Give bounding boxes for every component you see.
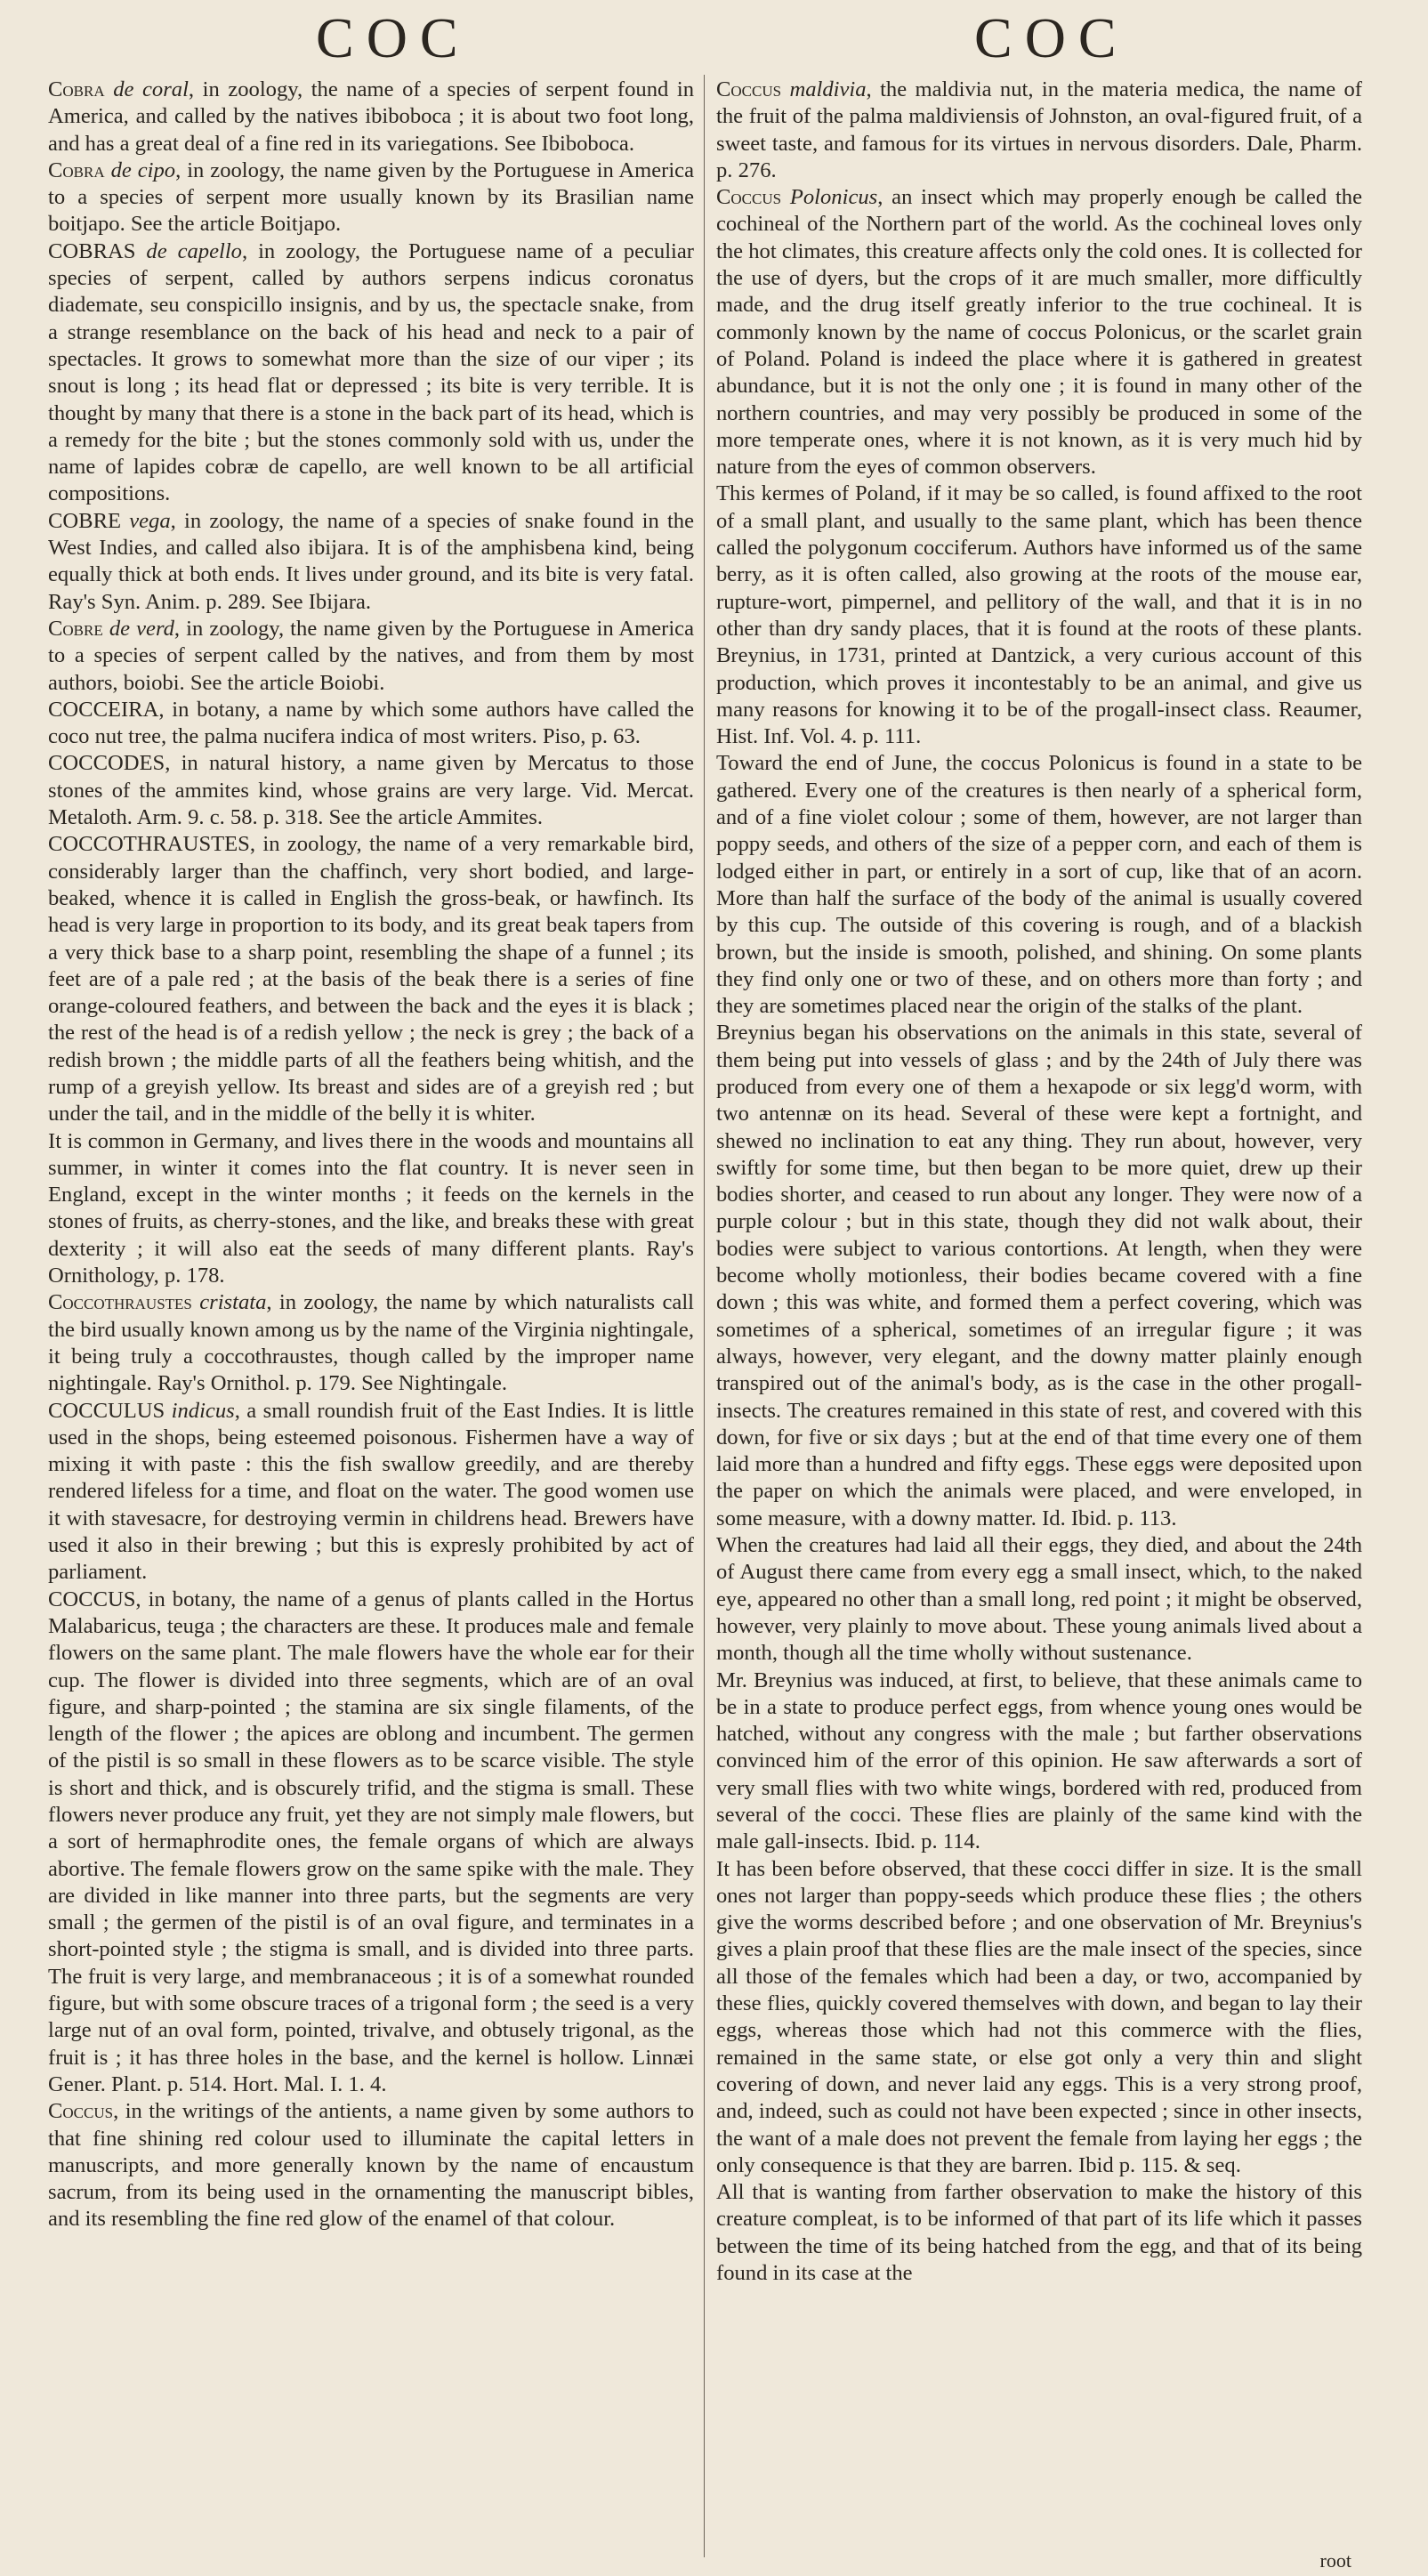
dictionary-entry: [48, 750, 694, 831]
dictionary-entry: [48, 831, 694, 1127]
entry-text: , the maldivia nut, in the materia medica, the name of the fruit of the palma maldiviensis of Johnston, an oval-figured fruit, of a sweet taste, and famous for its virtues in nervous disorders. Dale, Pharm. p. 276.: [716, 77, 1362, 182]
dictionary-entry: [48, 1398, 694, 1587]
entry-text: , in zoology, the name of a species of serpent found in America, and called by the natives ibiboboca ; it is about two foot long, and has a great deal of a fine red in its variegations. See Ibiboboca.: [48, 77, 694, 156]
catchword: root: [1319, 2549, 1351, 2572]
entry-headword: COCCULUS: [48, 1398, 165, 1423]
entry-headword: COBRAS: [48, 238, 136, 263]
entry-headword-qualifier: de capello: [135, 238, 242, 263]
entry-text: , in botany, a name by which some authors have called the coco nut tree, the palma nucifera indica of most writers. Piso, p. 63.: [48, 697, 694, 749]
entry-text: It has been before observed, that these cocci differ in size. It is the small ones not larger than poppy-seeds which produce these flies ; the others give the worms described before ; and one observation of Mr. Breynius's gives a plain proof that these flies are the male insect of the species, since all those of the females which had been a day, or two, accompanied by these flies, quickly covered themselves with down, and began to lay their eggs, whereas those which had not this commerce with the flies, remained in the same state, or else got only a very thin and slight covering of down, and never laid any eggs. This is a very strong proof, and, indeed, such as could not have been expected ; since in other insects, the want of a male does not prevent the female from laying her eggs ; the only consequence is that they are barren. Ibid p. 115. & seq.: [716, 1856, 1362, 2177]
entry-text: , in botany, the name of a genus of plants called in the Hortus Malabaricus, teuga ; the characters are these. It produces male and female flowers on the same plant. The male flowers have the whole ear for their cup. The flower is divided into three segments, which are of an oval figure, and sharp-pointed ; the stamina are six single filaments, of the length of the flower ; the apices are oblong and incumbent. The germen of the pistil is so small in these flowers as to be scarce visible. The style is short and thick, and is obscurely trifid, and the stigma is small. These flowers never produce any fruit, yet they are not simply male flowers, but a sort of hermaphrodite ones, the female organs of which are always abortive. The female flowers grow on the same spike with the male. They are divided in like manner into three parts, but the segments are very small ; the germen of the pistil is of an oval figure, and terminates in a short-pointed style ; the stigma is small, and is divided into three parts. The fruit is very large, and membranaceous ; it is of a somewhat rounded figure, but with some obscure traces of a trigonal form ; the seed is a very large nut of an oval form, pointed, trivalve, and obtusely trigonal, as the fruit is ; it has three holes in the base, and the kernel is hollow. Linnæi Gener. Plant. p. 514. Hort. Mal. I. 1. 4.: [48, 1587, 694, 2096]
dictionary-entry: [716, 2179, 1362, 2287]
entry-text: , in the writings of the antients, a name given by some authors to that fine shining red colour used to illuminate the capital letters in manuscripts, and more generally known by the name of encaustum sacrum, from its being used in the ornamenting the manuscript bibles, and its resembling the fine red glow of the enamel of that colour.: [48, 2099, 694, 2232]
dictionary-entry: [48, 157, 694, 238]
dictionary-entry: [48, 77, 694, 157]
entry-text: , in natural history, a name given by Mercatus to those stones of the ammites kind, whose grains are very large. Vid. Mercat. Metaloth. Arm. 9. c. 58. p. 318. See the article Ammites.: [48, 751, 694, 830]
dictionary-entry: [48, 1587, 694, 2099]
dictionary-entry: [48, 238, 694, 508]
dictionary-entry: [716, 750, 1362, 1020]
entry-text: , an insect which may properly enough be called the cochineal of the Northern part of the world. As the cochineal loves only the hot climates, this creature affects only the cold ones. It is collected for the use of dyers, but the crops of it are much smaller, more difficultly made, and the drug itself greatly inferior to the true cochineal. It is commonly known by the name of coccus Polonicus, or the scarlet grain of Poland. Poland is indeed the place where it is gathered in greatest abundance, but it is not the only one ; it is found in many other of the northern countries, and may very possibly be produced in some of the more temperate ones, where it is not known, as it is very much hid by nature from the eyes of common observers.: [716, 185, 1362, 480]
entry-text: , in zoology, the name given by the Portuguese in America to a species of serpent more usually known by its Brasilian name boitjapo. See the article Boitjapo.: [48, 157, 694, 237]
entry-headword: Coccus: [716, 77, 782, 101]
entry-headword-qualifier: de coral: [104, 77, 189, 101]
entry-headword-qualifier: maldivia: [781, 77, 867, 101]
entry-text: Mr. Breynius was induced, at first, to believe, that these animals came to be in a state to produce perfect eggs, from whence young ones would be hatched, without any congress with the male ; but farther observations convinced him of the error of this opinion. He saw afterwards a sort of very small flies with two white wings, bordered with red, produced from several of the cocci. These flies are plainly of the same kind with the male gall-insects. Ibid. p. 114.: [716, 1668, 1362, 1854]
column-divider: [704, 75, 705, 2557]
entry-text: All that is wanting from farther observation to make the history of this creature compleat, is to be informed of that part of its life which it passes between the time of its being hatched from the egg, and that of its being found in its case at the: [716, 2180, 1362, 2286]
entry-headword: Cobra: [48, 77, 105, 101]
dictionary-entry: [716, 1856, 1362, 2180]
entry-text: It is common in Germany, and lives there in the woods and mountains all summer, in winter it comes into the flat country. It is never seen in England, except in the winter months ; it feeds on the kernels in the stones of fruits, as cherry-stones, and the like, and breaks these with great dexterity ; it will also eat the seeds of many different plants. Ray's Ornithology, p. 178.: [48, 1128, 694, 1288]
running-head-right: COC: [974, 6, 1129, 69]
entry-headword-qualifier: Polonicus: [781, 185, 878, 210]
entry-text: Toward the end of June, the coccus Polonicus is found in a state to be gathered. Every one of the creatures is then nearly of a spherical form, and of a fine violet colour ; some of them, however, are not larger than poppy seeds, and others of the size of a pepper corn, and each of them is lodged either in part, or entirely in a sort of cup, like that of an acorn. More than half the surface of the body of the animal is usually covered by this cup. The outside of this covering is rough, and of a blackish brown, but the inside is smooth, polished, and shining. On some plants they find only one or two of these, and on others more than forty ; and they are sometimes placed near the origin of the stalks of the plant.: [716, 751, 1362, 1019]
dictionary-entry: [716, 77, 1362, 184]
dictionary-entry: [716, 1532, 1362, 1667]
dictionary-entry: [48, 2098, 694, 2233]
entry-text: , in zoology, the name given by the Portuguese in America to a species of serpent called by the natives, and from them by most authors, boiobi. See the article Boiobi.: [48, 616, 694, 695]
entry-headword-qualifier: indicus: [165, 1398, 235, 1423]
dictionary-entry: [716, 1668, 1362, 1856]
entry-headword-qualifier: de verd: [102, 616, 174, 641]
entry-headword-qualifier: cristata: [191, 1290, 267, 1315]
entry-headword: Coccus: [716, 185, 782, 210]
entry-headword: Cobra: [48, 157, 105, 182]
dictionary-entry: [48, 1128, 694, 1290]
running-head-left: COC: [316, 6, 471, 69]
entry-headword: COCCODES: [48, 751, 165, 776]
entry-headword: Coccus: [48, 2099, 114, 2124]
dictionary-entry: [48, 508, 694, 616]
entry-headword: COCCEIRA: [48, 697, 159, 722]
entry-text: , in zoology, the name of a species of snake found in the West Indies, and called also ibijara. It is of the amphisbena kind, being equally thick at both ends. It lives under ground, and its bite is very fatal. Ray's Syn. Anim. p. 289. See Ibijara.: [48, 508, 694, 614]
entry-headword: COCCUS: [48, 1587, 136, 1611]
entry-text: , in zoology, the Portuguese name of a peculiar species of serpent, called by authors serpens indicus coronatus diademate, seu conspicillo insignis, and by us, the spectacle snake, from a strange resemblance on the back of his head and neck to a pair of spectacles. It grows to somewhat more than the size of our viper ; its snout is long ; its head flat or depressed ; its bite is very terrible. It is thought by many that there is a stone in the back part of its head, which is a remedy for the bite ; but the stones commonly sold with us, under the name of lapides cobræ de capello, are well known to be all artificial compositions.: [48, 238, 694, 506]
entry-text: This kermes of Poland, if it may be so called, is found affixed to the root of a small plant, and usually to the same plant, which has been thence called the polygonum cocciferum. Authors have informed us of the same berry, as it is often called, also growing at the roots of the mouse ear, rupture-wort, pimpernel, and pellitory of the wall, and that it is in no other than dry sandy places, that it is found at the roots of these plants. Breynius, in 1731, printed at Dantzick, a very curious account of this production, which proves it incontestably to be an animal, and give us many reasons for knowing it to be of the progall-insect class. Reaumer, Hist. Inf. Vol. 4. p. 111.: [716, 481, 1362, 749]
entry-text: , in zoology, the name of a very remarkable bird, considerably larger than the chaffinch, very short bodied, and large-beaked, whence it is called in English the gross-beak, or hawfinch. Its head is very large in proportion to its body, and its great beak tapers from a very thick base to a sharp point, resembling the shape of a funnel ; its feet are of a pale red ; at the basis of the beak there is a series of fine orange-coloured feathers, and between the back and the eyes it is black ; the rest of the head is of a redish yellow ; the neck is grey ; the back of a redish brown ; the middle parts of all the feathers being whitish, and the rump of a greyish yellow. Its breast and sides are of a greyish red ; but under the tail, and in the middle of the belly it is whiter.: [48, 832, 694, 1126]
dictionary-entry: [716, 1020, 1362, 1532]
entry-text: When the creatures had laid all their eggs, they died, and about the 24th of August there came from every egg a small insect, which, to the naked eye, appeared no other than a small long, red point ; it might be observed, however, very plainly to move about. These young animals lived about a month, though all the time wholly without sustenance.: [716, 1533, 1362, 1666]
dictionary-entry: [48, 616, 694, 697]
entry-text: , in zoology, the name by which naturalists call the bird usually known among us by the name of the Virginia nightingale, it being truly a coccothraustes, though called by the improper name nightingale. Ray's Ornithol. p. 179. See Nightingale.: [48, 1290, 694, 1396]
dictionary-entry: [716, 184, 1362, 480]
dictionary-entry: [48, 1289, 694, 1397]
entry-headword-qualifier: vega: [121, 508, 171, 533]
left-column: [48, 77, 694, 2559]
entry-text: , a small roundish fruit of the East Indies. It is little used in the shops, being esteemed poisonous. Fishermen have a way of mixing it with paste : this the fish swallow greedily, and are thereby rendered lifeless for a time, and float on the water. The good women use it with stavesacre, for destroying vermin in childrens head. Brewers have used it also in their brewing ; but this is expresly prohibited by act of parliament.: [48, 1398, 694, 1585]
entry-headword: COCCOTHRAUSTES: [48, 832, 250, 857]
entry-headword-qualifier: de cipo: [104, 157, 176, 182]
entry-headword: Coccothraustes: [48, 1290, 192, 1315]
entry-headword: Cobre: [48, 616, 103, 641]
dictionary-entry: [716, 480, 1362, 750]
entry-headword: COBRE: [48, 508, 121, 533]
right-column: [716, 77, 1362, 2559]
dictionary-entry: [48, 697, 694, 751]
entry-text: Breynius began his observations on the animals in this state, several of them being put into vessels of glass ; and by the 24th of July there was produced from every one of them a hexapode or six legg'd worm, with two antennæ on its head. Several of these were kept a fortnight, and shewed no inclination to eat any thing. They run about, however, very swiftly for some time, but then began to be more quiet, drew up their bodies shorter, and ceased to run about any longer. They were now of a purple colour ; but in this state, though they did not walk about, their bodies were subject to various contortions. At length, when they were become wholly motionless, their bodies became covered with a fine down ; this was white, and formed them a perfect covering, which was sometimes of a spherical, sometimes of an irregular figure ; it was always, however, very elegant, and the downy matter plainly enough transpired out of the animal's body, as is the case in the other progall-insects. The creatures remained in this state of rest, and covered with this down, for five or six days ; but at the end of that time every one of them laid more than a hundred and fifty eggs. These eggs were deposited upon the paper on which the animals were placed, and were enveloped, in some measure, with a downy matter. Id. Ibid. p. 113.: [716, 1021, 1362, 1530]
